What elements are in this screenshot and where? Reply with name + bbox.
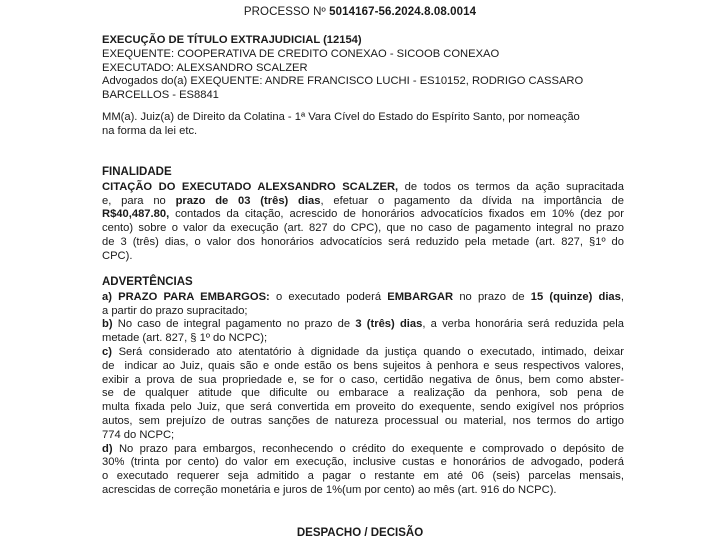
advertencias-text: exibir a prova de sua propriedade e, se for o caso, certidão negativa de ônus, bem como abster- (102, 373, 624, 386)
advertencias-line (102, 360, 624, 374)
advertencias-text: Será considerado ato atentatório à dignidade da justiça quando o executado, intimado, deixar (111, 345, 624, 358)
advertencias-bold-text: 15 (quinze) dias (530, 290, 621, 303)
advertencias-line (102, 429, 624, 443)
advertencias-text: se de qualquer atitude que dificulte ou embarace a realização da penhora, sob pena de (102, 387, 624, 400)
advertencias-text (102, 291, 624, 498)
advertencias-text: o executado requerer seja admitido a pagar o restante em até 06 (seis) parcelas mensais, (102, 470, 624, 483)
finalidade-line (102, 181, 624, 195)
finalidade-line (102, 208, 624, 222)
process-number-line (0, 6, 720, 20)
advertencias-line (102, 456, 624, 470)
finalidade-text: contados da citação, acrescido de honorários advocatícios fixados em 10% (dez por (169, 208, 624, 221)
advertencias-text: metade (art. 827, § 1º do NCPC); (102, 332, 268, 345)
finalidade-bold-text: R$40,487.80, (102, 208, 170, 221)
advertencias-text: no prazo de (453, 290, 531, 303)
advertencias-text: o executado poderá (269, 290, 388, 303)
advertencias-text: autos, sem prejuízo de outras sanções de natureza processual ou material, nos termos do artigo (102, 414, 624, 427)
advertencias-text: No caso de integral pagamento no prazo de (112, 318, 356, 331)
judge-line-1: MM(a). Juiz(a) de Direito da Colatina - 1ª Vara Cível do Estado do Espírito Santo, por nomeação (102, 111, 580, 123)
finalidade-line (102, 250, 624, 264)
advertencias-line (102, 401, 624, 415)
finalidade-section (102, 166, 624, 264)
advertencias-text: de indicar ao Juiz, quais são e onde estão os bens sujeitos à penhora e seus respectivos valores, (102, 359, 624, 372)
judge-line-2: na forma da lei etc. (102, 124, 198, 137)
advertencias-line (102, 305, 624, 319)
advertencias-line (102, 332, 624, 346)
finalidade-text: de todos os termos da ação supracitada (398, 180, 624, 193)
finalidade-line (102, 195, 624, 209)
advertencias-line (102, 291, 624, 305)
judge-paragraph (102, 111, 624, 139)
advertencias-bold-text: d) (102, 442, 113, 455)
advertencias-line (102, 443, 624, 457)
advertencias-text: acrescidas de correção monetária e juros de 1%(um por cento) ao mês (art. 916 do NCPC). (102, 483, 557, 496)
advertencias-bold-text: EMBARGAR (387, 290, 454, 303)
finalidade-text: CPC). (102, 249, 133, 262)
advertencias-line (102, 387, 624, 401)
advertencias-line (102, 415, 624, 429)
advertencias-text: multa fixada pelo Juiz, que será convertida em proveito do exequente, sendo exigível nos próprios (102, 401, 624, 414)
advertencias-line (102, 484, 624, 498)
advertencias-heading: ADVERTÊNCIAS (102, 276, 193, 288)
executado-line: EXECUTADO: ALEXSANDRO SCALZER (102, 61, 308, 74)
advertencias-text: , (620, 290, 624, 303)
exequente-line: EXEQUENTE: COOPERATIVA DE CREDITO CONEXAO - SICOOB CONEXAO (102, 47, 500, 60)
advertencias-line (102, 318, 624, 332)
advertencias-text: 774 do NCPC; (102, 428, 175, 441)
finalidade-bold-text: CITAÇÃO DO EXECUTADO ALEXSANDRO SCALZER, (102, 180, 399, 193)
finalidade-text (102, 181, 624, 264)
advertencias-line (102, 470, 624, 484)
advogados-line-2: BARCELLOS - ES8841 (102, 89, 219, 102)
case-title: EXECUÇÃO DE TÍTULO EXTRAJUDICIAL (12154) (102, 34, 362, 46)
finalidade-text: cento) sobre o valor da execução (art. 827 do CPC), que no caso de pagamento integral no prazo (102, 222, 624, 235)
process-number: 5014167-56.2024.8.08.0014 (329, 6, 477, 18)
finalidade-text: , efetuar o pagamento da dívida na importância de (320, 194, 624, 207)
advertencias-bold-text: a) PRAZO PARA EMBARGOS: (102, 290, 270, 303)
advertencias-bold-text: c) (102, 345, 112, 358)
advertencias-text: 30% (trinta por cento) do valor em execução, inclusive custas e honorários de advogado, poderá (102, 456, 624, 469)
finalidade-line (102, 222, 624, 236)
finalidade-text: e, para no (102, 194, 176, 207)
finalidade-line (102, 236, 624, 250)
finalidade-text: de 3 (três) dias, o valor dos honorários advocatícios será reduzido pela metade (art. 827, §1º do (102, 235, 624, 248)
advertencias-text: No prazo para embargos, reconhecendo o crédito do exequente e comprovado o depósito de (112, 442, 624, 455)
advertencias-bold-text: b) (102, 318, 113, 331)
advertencias-line (102, 346, 624, 360)
advogados-line-1: Advogados do(a) EXEQUENTE: ANDRE FRANCISCO LUCHI - ES10152, RODRIGO CASSARO (102, 75, 584, 88)
advertencias-line (102, 374, 624, 388)
finalidade-bold-text: prazo de 03 (três) dias (175, 194, 321, 207)
advertencias-section (102, 276, 624, 498)
advertencias-text: a partir do prazo supracitado; (102, 304, 248, 317)
advertencias-bold-text: 3 (três) dias (355, 318, 423, 331)
advertencias-text: , a verba honorária será reduzida pela (422, 318, 624, 331)
finalidade-heading: FINALIDADE (102, 166, 172, 178)
despacho-heading: DESPACHO / DECISÃO (296, 527, 424, 539)
case-header (102, 34, 624, 103)
process-label: PROCESSO Nº (243, 6, 326, 18)
